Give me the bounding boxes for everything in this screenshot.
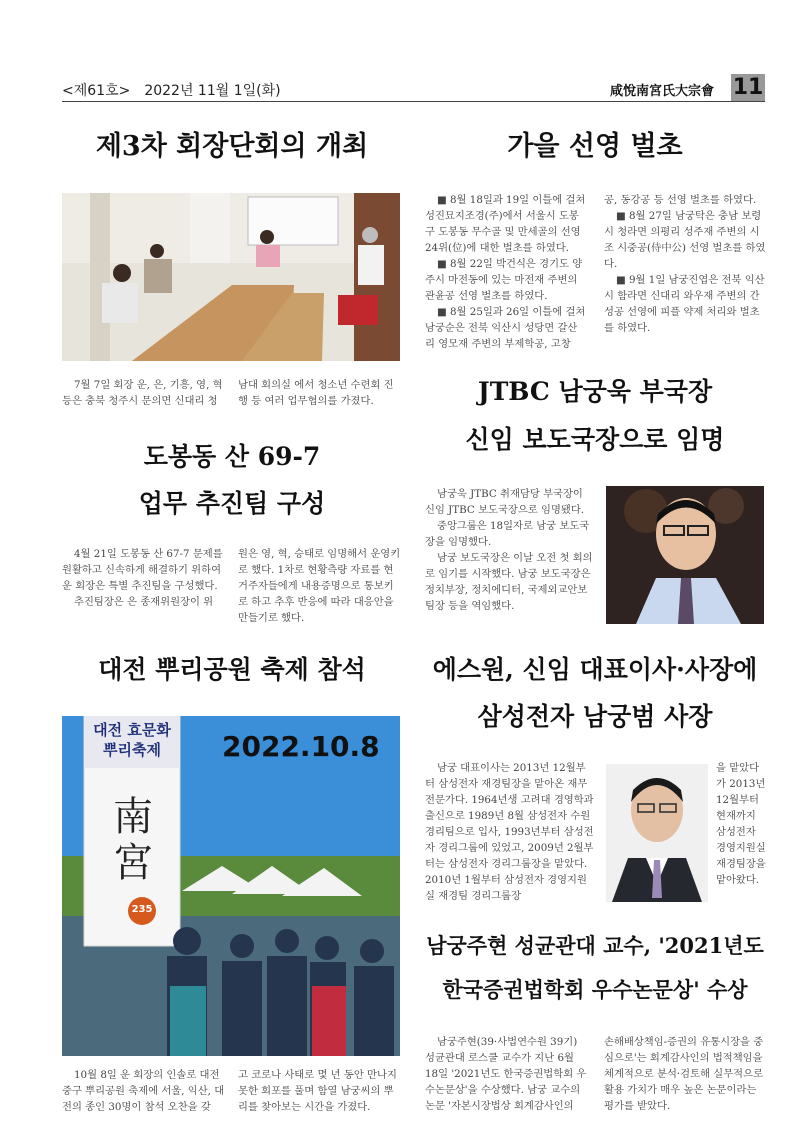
harvest-title: 가을 선영 벌초 xyxy=(507,131,683,162)
skku-col1: 남궁주현(39·사법연수원 39기) 성균관대 로스쿨 교수가 지난 6월 18일 '2021년도 한국증권법학회 우수논문상'을 수상했다. 남궁 교수의 논문 '자본시장법상 회계감사인의 xyxy=(425,1036,587,1112)
meeting-caption-left: 7월 7일 회장 운, 은, 기흥, 영, 혁 등은 충북 청주시 문의면 신대리 청 xyxy=(62,379,223,407)
esone-body-right: 을 맡았다가 2013년 12월부터 현재까지 삼성전자 경영지원실 재경팀장을 맡아왔다. xyxy=(716,762,766,886)
dobong-col2: 원은 영, 혁, 승태로 임명해서 운영키로 했다. 1차로 현황측량 자료를 현 거주자들에게 내용증명으로 통보키로 하고 추후 반응에 따라 대응안을 만들기로 했다. xyxy=(238,548,401,624)
harvest-col2: 공, 동강공 등 선영 벌초를 하였다. ■ 8월 27일 남궁탁은 충남 보령시 청라면 의평리 성주재 주변의 시조 시중공(侍中公) 선영 벌초를 하였다. ■ 9월 1일 남궁진엽은 전북 익산시 함라면 신대리 와우재 주변의 간성공 선영에 피플 약제 처리와 벌초를 하였다. xyxy=(604,194,766,334)
photo-date-stamp: 2022.10.8 xyxy=(222,730,380,763)
daejeon-photo xyxy=(62,716,400,1056)
banner-number: 235 xyxy=(131,904,153,915)
skku-col2: 손해배상책임-증권의 유통시장을 중심으로'는 회계감사인의 법적책임을 체계적으로 분석·검토해 실무적으로 활용 가치가 매우 높은 논문이라는 평가를 받았다. xyxy=(604,1036,764,1112)
daejeon-title: 대전 뿌리공원 축제 참석 xyxy=(98,655,366,684)
esone-portrait xyxy=(606,764,708,902)
meeting-title: 제3차 회장단회의 개최 xyxy=(95,131,369,162)
header-rule xyxy=(62,101,765,102)
meeting-photo xyxy=(62,193,400,361)
skku-title-line1: 남궁주현 성균관대 교수, '2021년도 xyxy=(426,933,764,958)
jtbc-title-line2: 신임 보도국장으로 임명 xyxy=(465,425,725,454)
harvest-col1: ■ 8월 18일과 19일 이틀에 걸쳐 성진묘지조경(주)에서 서울시 도봉구 도봉동 무수골 및 만세골의 선영 24위(位)에 대한 벌초를 하였다. ■ 8월 22일 박건식은 경기도 양주시 마전동에 있는 마전재 주변의 관윤공 선영 벌초를 하였다. ■ 8월 25일과 26일 이틀에 걸쳐 남궁순은 전북 익산시 성당면 갈산리 영모재 주변의 부제학공, 고창 xyxy=(425,194,586,350)
jtbc-portrait xyxy=(606,486,764,624)
dobong-col1: 4월 21일 도봉동 산 67-7 문제를 원활하고 신속하게 해결하기 위하여 운 회장은 특별 추진팀을 구성했다. 추진팀장은 은 종재위원장이 위 xyxy=(62,548,223,608)
dobong-title-line1: 도봉동 산 69-7 xyxy=(143,442,321,471)
esone-body-left: 남궁 대표이사는 2013년 12월부터 삼성전자 재경팀장을 맡아온 재무전문가다. 1964년생 고려대 경영학과 출신으로 1989년 8월 삼성전자 수원 경리팀으로 입사, 1993년부터 삼성전자 경리그룹에 있었고, 2009년 2월부터는 삼성전자 경리그룹장을 맡았다. 2010년 1월부터 삼성전자 경영지원실 재경팀 경리그룹장 xyxy=(425,762,594,902)
jtbc-body: 남궁욱 JTBC 취재담당 부국장이 신임 JTBC 보도국장으로 임명됐다. 중앙그룹은 18일자로 남궁 보도국장을 임명했다. 남궁 보도국장은 이날 오전 첫 회의로 임기를 시작했다. 남궁 보도국장은 정치부장, 정치에디터, 국제외교안보팀장 등을 역임했다. xyxy=(425,488,593,612)
daejeon-caption-left: 10월 8일 운 회장의 인솔로 대전 중구 뿌리공원 축제에 서울, 익산, 대전의 종인 30명이 참석 오찬을 갖 xyxy=(62,1069,225,1113)
esone-title-line2: 삼성전자 남궁범 사장 xyxy=(477,702,713,731)
publication-name: 咸悅南宮氏大宗會 xyxy=(610,84,715,99)
banner-festival-name: 대전 효문화 뿌리축제 xyxy=(93,721,171,759)
page-number: 11 xyxy=(732,75,764,100)
meeting-caption-right: 남대 회의실 에서 청소년 수련회 진행 등 여러 업무협의를 가졌다. xyxy=(238,379,394,407)
banner-clan-hanja: 南宮 xyxy=(113,794,153,886)
jtbc-title-line1: JTBC 남궁욱 부국장 xyxy=(477,377,713,406)
daejeon-caption-right: 고 코로나 사태로 몇 년 동안 만나지 못한 회포를 풀며 함열 남궁씨의 뿌리를 찾아보는 시간을 가졌다. xyxy=(238,1069,397,1113)
skku-title-line2: 한국증권법학회 우수논문상' 수상 xyxy=(442,977,748,1002)
issue-date: <제61호> 2022년 11월 1일(화) xyxy=(62,83,281,99)
esone-title-line1: 에스원, 신임 대표이사·사장에 xyxy=(432,655,758,684)
dobong-title-line2: 업무 추진팀 구성 xyxy=(138,489,326,518)
